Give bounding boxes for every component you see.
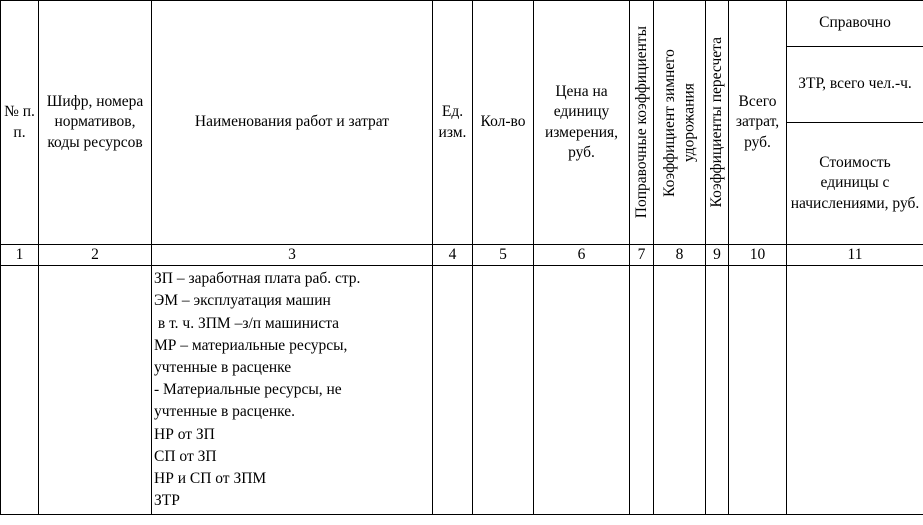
column-number: 6 [534,245,630,266]
legend-line: НР от ЗП [154,425,215,443]
legend-cell [152,266,433,515]
header-cell-unit-cost [787,123,923,245]
legend-line: СП от ЗП [154,447,217,465]
header-cell-winter-coefficient [654,1,706,245]
column-number: 3 [152,245,433,266]
header-cell-unit [433,1,473,245]
empty-cell [654,266,706,515]
header-cell-labor-hours [787,47,923,123]
empty-cell [473,266,534,515]
header-cell-code [39,1,152,245]
column-number: 8 [654,245,706,266]
header-cell-reference [787,1,923,47]
header-cell-conversion-coefficients [706,1,729,245]
empty-cell [706,266,729,515]
legend-line: - Материальные ресурсы, не [154,381,342,399]
header-unit-price-label: Цена на единицу измерения, руб. [544,83,619,161]
header-cell-unit-price [534,1,630,245]
empty-cell [39,266,152,515]
column-number: 11 [787,245,923,266]
legend-line: ЗП – заработная плата раб. стр. [154,270,361,288]
header-reference-label: Справочно [819,14,891,32]
empty-cell [787,266,923,515]
header-unit-label: Ед. изм. [438,103,467,141]
header-correction-coefficients-label: Поправочные коэффициенты [632,26,650,219]
header-labor-hours-label: ЗТР, всего чел.-ч. [798,75,912,93]
column-number: 9 [706,245,729,266]
header-name-label: Наименования работ и затрат [194,113,390,131]
legend-line: учтенные в расценке [154,358,292,376]
column-number: 2 [39,245,152,266]
empty-cell [1,266,39,515]
header-quantity-label: Кол-во [480,113,526,131]
header-cell-correction-coefficients [630,1,654,245]
header-code-label: Шифр, номера нормативов, коды ресурсов [46,93,144,151]
legend-line: учтенные в расценке. [154,403,296,421]
header-number-label: № п. п. [4,103,35,141]
header-cell-number [1,1,39,245]
column-number: 10 [729,245,787,266]
header-conversion-coefficients-label: Коэффициенты пересчета [708,37,726,208]
legend-row [1,266,923,515]
empty-cell [433,266,473,515]
header-unit-cost-label: Стоимость единицы с начислениями, руб. [790,154,920,212]
header-row-1 [1,1,923,47]
legend-line: ЗТР [154,492,180,510]
column-number-row [1,245,923,266]
column-number: 7 [630,245,654,266]
legend-line: ЭМ – эксплуатация машин [154,292,331,310]
empty-cell [534,266,630,515]
header-winter-coefficient-label: Коэффициент зимнего удорожания [661,48,698,197]
legend-line: МР – материальные ресурсы, [154,336,348,354]
empty-cell [630,266,654,515]
legend-line: в т. ч. ЗПМ –з/п машиниста [154,314,340,332]
legend-line: НР и СП от ЗПМ [154,469,267,487]
empty-cell [729,266,787,515]
header-cell-quantity [473,1,534,245]
column-number: 4 [433,245,473,266]
column-number: 1 [1,245,39,266]
header-cell-name [152,1,433,245]
header-total-cost-label: Всего затрат, руб. [735,93,780,151]
column-number: 5 [473,245,534,266]
header-cell-total-cost [729,1,787,245]
